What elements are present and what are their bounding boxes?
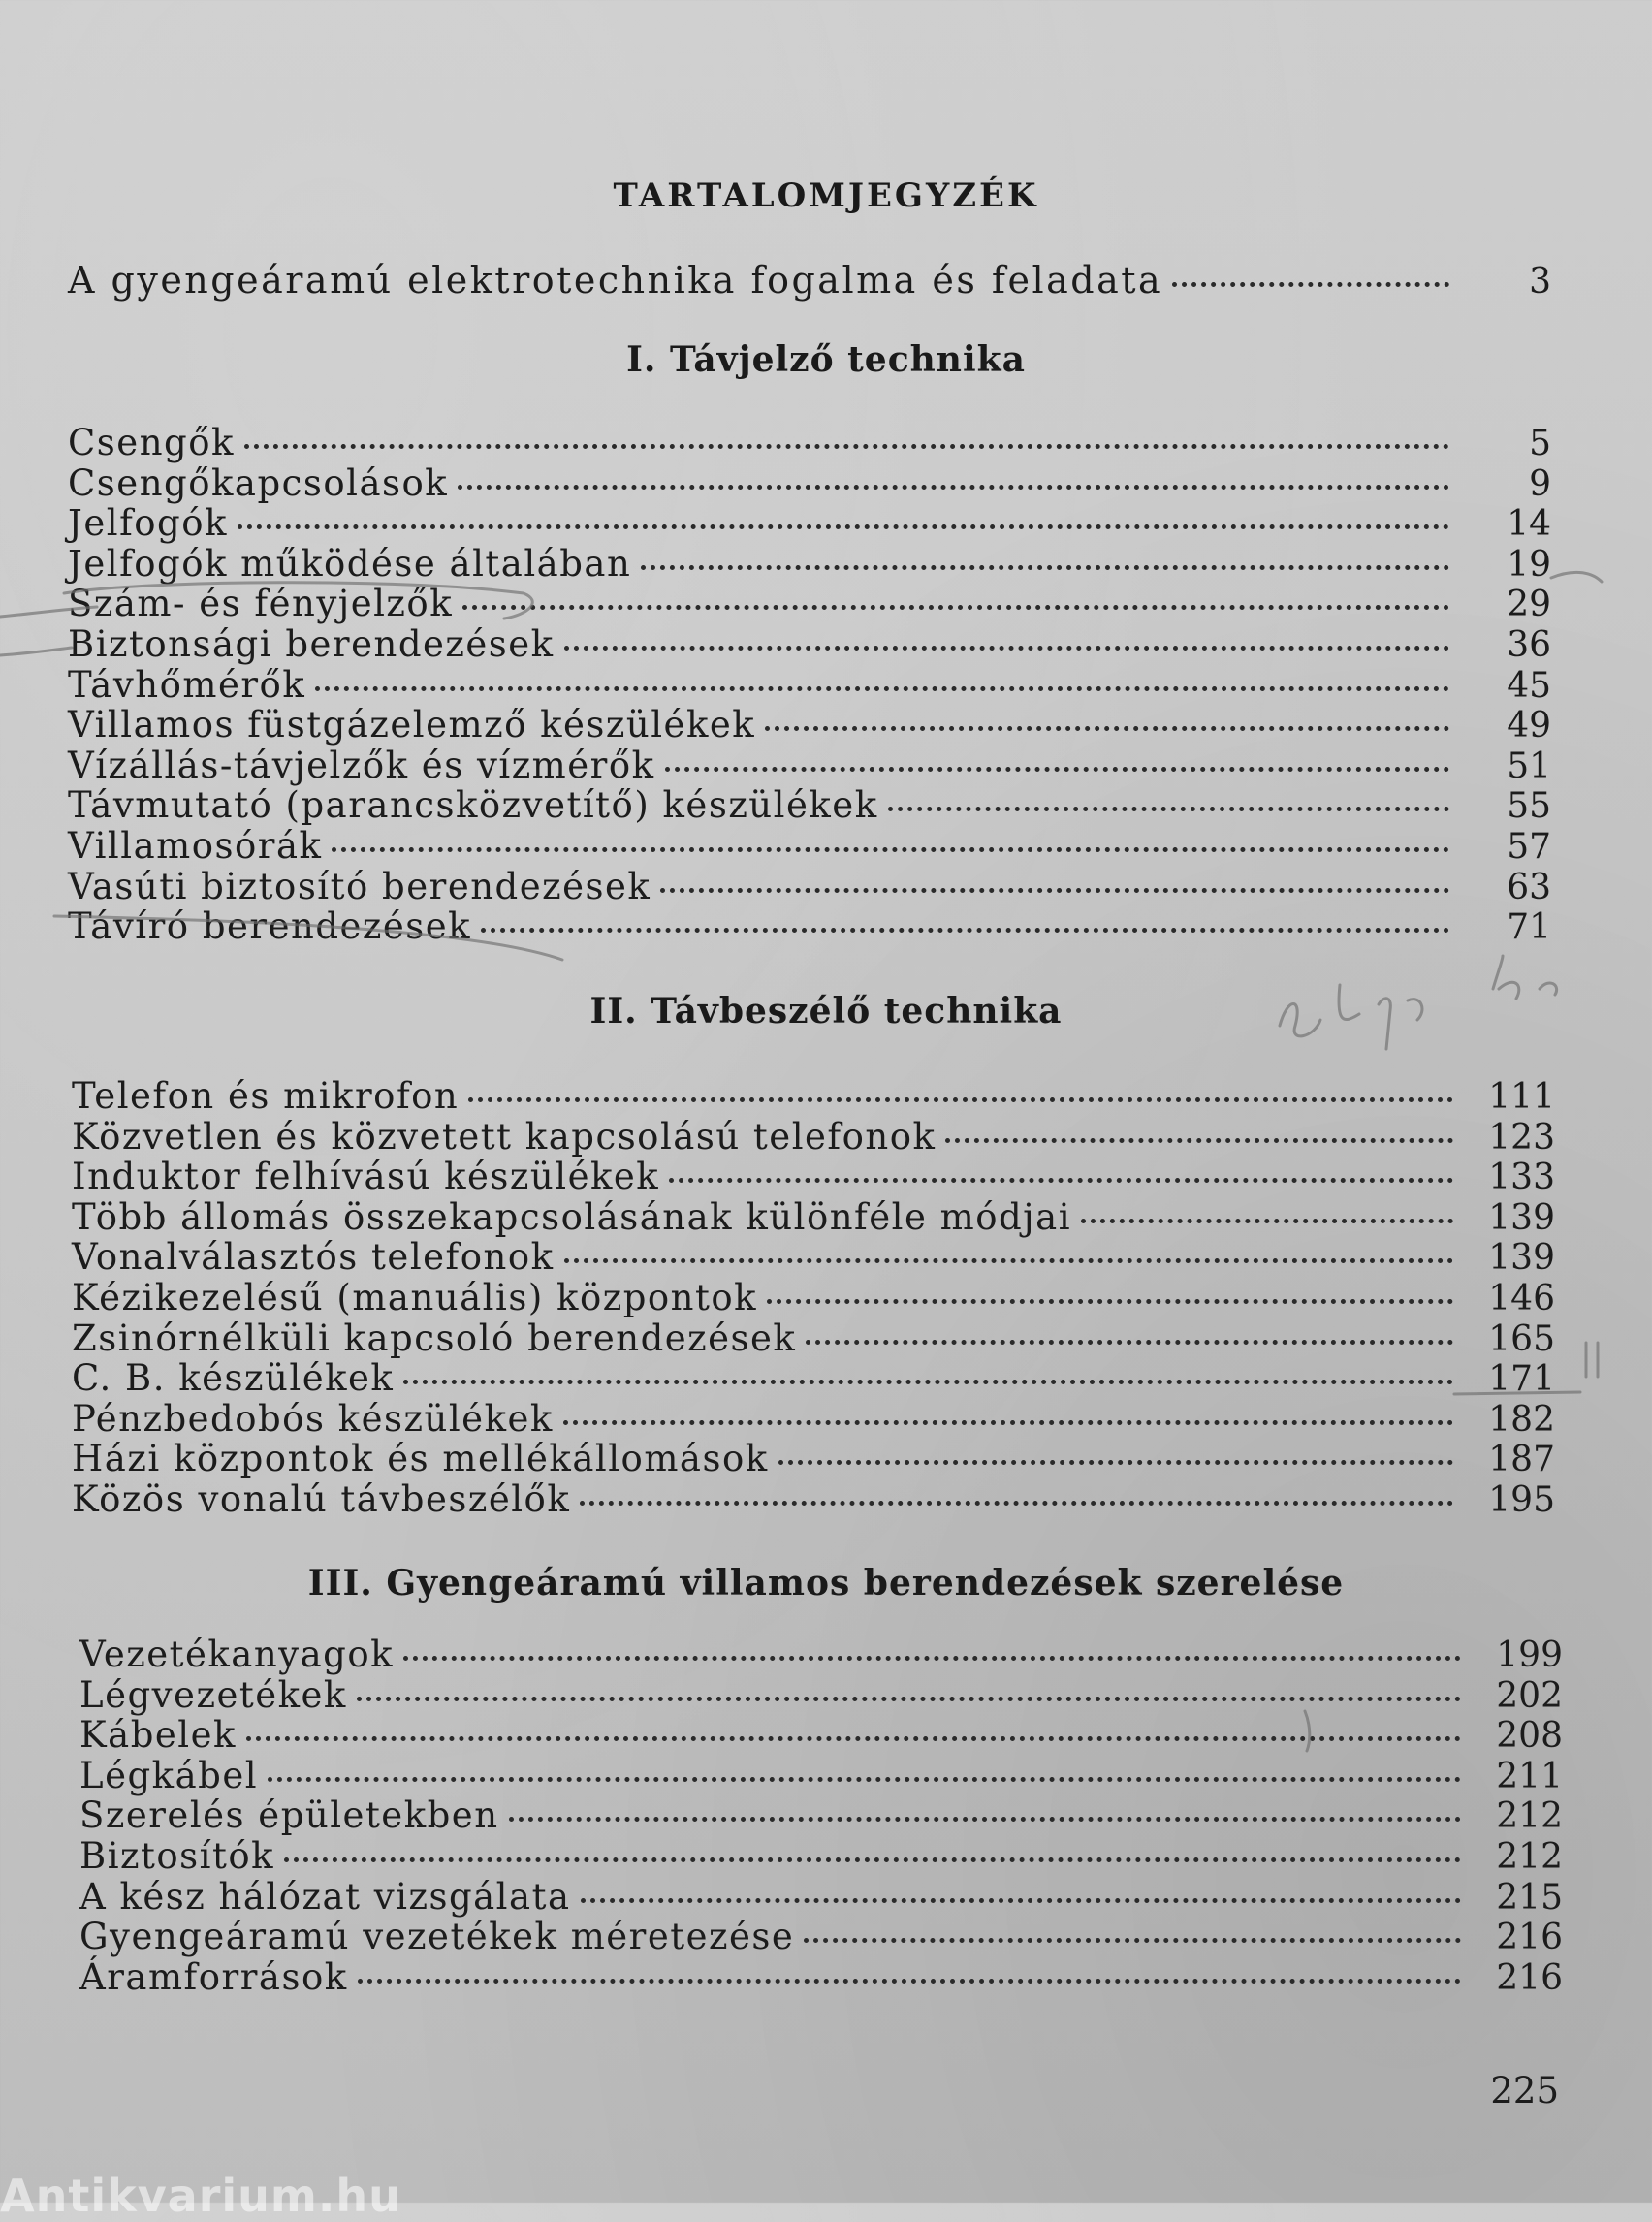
toc-entry-page: 5 [1529, 424, 1551, 463]
toc-row [79, 1635, 1563, 1675]
pencil-line [0, 648, 72, 655]
dot-leader [268, 1777, 1461, 1782]
dot-leader [765, 726, 1449, 731]
toc-entry-label: Több állomás összekapcsolásának különféle módjai [72, 1195, 1072, 1238]
toc-row [72, 1278, 1555, 1318]
toc-entry-label: Közvetlen és közvetett kapcsolású telefonok [72, 1115, 937, 1158]
toc-entry-page: 29 [1507, 585, 1551, 625]
dot-leader [563, 1420, 1453, 1425]
toc-row [68, 503, 1551, 544]
dot-leader [660, 888, 1449, 893]
toc-entry-label: Kábelek [79, 1714, 237, 1757]
watermark-text: Antikvarium.hu [0, 2170, 401, 2222]
intro-entry [68, 256, 1551, 304]
toc-row [68, 463, 1551, 504]
dot-leader [246, 1736, 1461, 1741]
toc-entry-label: Vonalválasztós telefonok [72, 1236, 555, 1279]
pencil-mark [1586, 1343, 1598, 1377]
toc-entry-label: Szerelés épületekben [79, 1794, 499, 1837]
page-title: TARTALOMJEGYZÉK [613, 176, 1039, 215]
toc-row [72, 1318, 1555, 1359]
toc-row [68, 544, 1551, 585]
toc-row [68, 423, 1551, 463]
dot-leader [564, 646, 1449, 651]
toc-entry-page: 165 [1488, 1318, 1555, 1359]
dot-leader [767, 1299, 1453, 1304]
dot-leader [462, 605, 1449, 610]
toc-entry-label: Kézikezelésű (manuális) központok [72, 1276, 758, 1318]
toc-entry-label: Házi központok és mellékállomások [72, 1438, 769, 1480]
dot-leader [332, 847, 1449, 852]
section-2-list [72, 1076, 1555, 1520]
toc-row [72, 1197, 1555, 1238]
toc-entry-page: 51 [1507, 746, 1551, 786]
section-title-3: III. Gyengeáramú villamos berendezések szerelése [307, 1563, 1345, 1603]
toc-row [68, 705, 1551, 746]
toc-entry-page: 123 [1488, 1117, 1555, 1158]
dot-leader [669, 1178, 1453, 1183]
toc-row [72, 1399, 1555, 1440]
toc-entry-label: A kész hálózat vizsgálata [79, 1875, 571, 1918]
toc-entry-page: 57 [1507, 826, 1551, 867]
toc-entry-label: Csengőkapcsolások [68, 461, 449, 504]
toc-entry-label: Villamosórák [68, 824, 323, 867]
dot-leader [1172, 282, 1449, 287]
dot-leader [580, 1501, 1453, 1506]
toc-entry-label: Jelfogók működése általában [68, 542, 632, 585]
dot-leader [564, 1258, 1453, 1263]
toc-row [68, 746, 1551, 786]
toc-entry-page: 36 [1507, 624, 1551, 665]
toc-entry-label: Szám- és fényjelzők [68, 583, 454, 625]
toc-entry-page: 19 [1507, 544, 1551, 585]
dot-leader [357, 1697, 1461, 1701]
toc-entry-page: 63 [1507, 867, 1551, 907]
dot-leader [804, 1938, 1461, 1943]
toc-entry-label: Távíró berendezések [68, 905, 472, 948]
toc-entry-page: 211 [1496, 1756, 1563, 1796]
toc-entry-label: Távmutató (parancsközvetítő) készülékek [68, 784, 878, 827]
toc-entry-label: Légkábel [79, 1754, 259, 1796]
toc-entry-label: Telefon és mikrofon [72, 1075, 460, 1117]
dot-leader [945, 1138, 1453, 1143]
dot-leader [244, 444, 1449, 449]
section-title-1: I. Távjelző technika [626, 339, 1026, 380]
toc-row [68, 867, 1551, 907]
dot-leader [468, 1097, 1453, 1102]
toc-row [72, 1117, 1555, 1158]
toc-row [68, 624, 1551, 665]
toc-row [68, 906, 1551, 947]
dot-leader [284, 1857, 1461, 1862]
toc-entry-page: 3 [1529, 262, 1551, 302]
toc-entry-page: 14 [1507, 504, 1551, 545]
toc-row [79, 1715, 1563, 1756]
toc-entry-label: Légvezetékek [79, 1673, 347, 1716]
toc-row [68, 785, 1551, 826]
toc-row [79, 1836, 1563, 1877]
toc-row [68, 665, 1551, 706]
toc-entry-label: Vasúti biztosító berendezések [68, 865, 651, 907]
toc-entry-label: Vízállás-távjelzők és vízmérők [68, 744, 655, 786]
toc-row [79, 1917, 1563, 1957]
toc-entry-page: 212 [1496, 1796, 1563, 1837]
dot-leader [665, 767, 1449, 772]
dot-leader [403, 1380, 1453, 1384]
section-3-list [79, 1635, 1563, 1997]
toc-entry-page: 133 [1488, 1158, 1555, 1198]
toc-row [68, 256, 1551, 304]
toc-entry-label: Jelfogók [68, 502, 228, 545]
toc-entry-page: 139 [1488, 1197, 1555, 1238]
toc-entry-label: Biztonsági berendezések [68, 622, 555, 665]
toc-entry-label: A gyengeáramú elektrotechnika fogalma és feladata [68, 259, 1163, 302]
section-1-list [68, 423, 1551, 947]
toc-entry-page: 55 [1507, 786, 1551, 827]
toc-entry-page: 182 [1488, 1399, 1555, 1440]
toc-row [72, 1157, 1555, 1197]
dot-leader [358, 1979, 1461, 1984]
toc-entry-page: 146 [1488, 1278, 1555, 1318]
toc-entry-label: Gyengeáramú vezetékek méretezése [79, 1916, 795, 1958]
page-number: 225 [1490, 2070, 1559, 2111]
toc-entry-label: Zsinórnélküli kapcsoló berendezések [72, 1317, 797, 1359]
toc-entry-page: 202 [1496, 1675, 1563, 1716]
dot-leader [1081, 1219, 1453, 1223]
dot-leader [458, 485, 1449, 490]
toc-entry-page: 139 [1488, 1238, 1555, 1279]
section-title-2: II. Távbeszélő technika [589, 991, 1063, 1032]
toc-row [72, 1358, 1555, 1399]
toc-entry-label: Vezetékanyagok [79, 1634, 395, 1675]
dot-leader [778, 1460, 1453, 1465]
dot-leader [888, 807, 1449, 811]
toc-row [68, 826, 1551, 867]
toc-row [68, 584, 1551, 624]
toc-entry-label: Távhőmérők [68, 663, 306, 706]
dot-leader [403, 1656, 1461, 1661]
dot-leader [806, 1340, 1453, 1345]
toc-entry-page: 45 [1507, 665, 1551, 706]
toc-entry-label: Biztosítók [79, 1834, 275, 1877]
toc-entry-page: 215 [1496, 1877, 1563, 1918]
toc-row [72, 1439, 1555, 1479]
toc-row [79, 1675, 1563, 1716]
dot-leader [641, 565, 1449, 570]
pencil-curve [1551, 572, 1602, 582]
toc-entry-page: 49 [1507, 706, 1551, 746]
dot-leader [509, 1817, 1461, 1822]
toc-entry-label: Áramforrások [79, 1955, 348, 1998]
toc-row [72, 1237, 1555, 1278]
toc-entry-page: 9 [1529, 463, 1551, 504]
toc-entry-page: 208 [1496, 1716, 1563, 1757]
dot-leader [581, 1898, 1461, 1903]
toc-entry-page: 111 [1488, 1077, 1555, 1117]
toc-entry-label: C. B. készülékek [72, 1357, 395, 1400]
toc-entry-label: Csengők [68, 422, 235, 463]
toc-row [79, 1877, 1563, 1918]
toc-entry-page: 216 [1496, 1957, 1563, 1998]
dot-leader [315, 686, 1449, 691]
toc-entry-page: 216 [1496, 1918, 1563, 1958]
toc-entry-page: 71 [1507, 907, 1551, 948]
toc-row [72, 1479, 1555, 1520]
toc-entry-label: Villamos füstgázelemző készülékek [68, 704, 756, 746]
toc-entry-page: 195 [1488, 1479, 1555, 1520]
toc-entry-page: 187 [1488, 1440, 1555, 1480]
toc-row [72, 1076, 1555, 1117]
toc-entry-page: 212 [1496, 1836, 1563, 1877]
toc-entry-label: Közös vonalú távbeszélők [72, 1477, 571, 1520]
toc-entry-page: 171 [1488, 1359, 1555, 1400]
toc-entry-page: 199 [1496, 1635, 1563, 1675]
dot-leader [238, 524, 1449, 529]
toc-row [79, 1957, 1563, 1998]
toc-entry-label: Pénzbedobós készülékek [72, 1397, 554, 1440]
toc-row [79, 1756, 1563, 1796]
toc-row [79, 1795, 1563, 1836]
toc-entry-label: Induktor felhívású készülékek [72, 1156, 660, 1198]
dot-leader [481, 928, 1449, 933]
